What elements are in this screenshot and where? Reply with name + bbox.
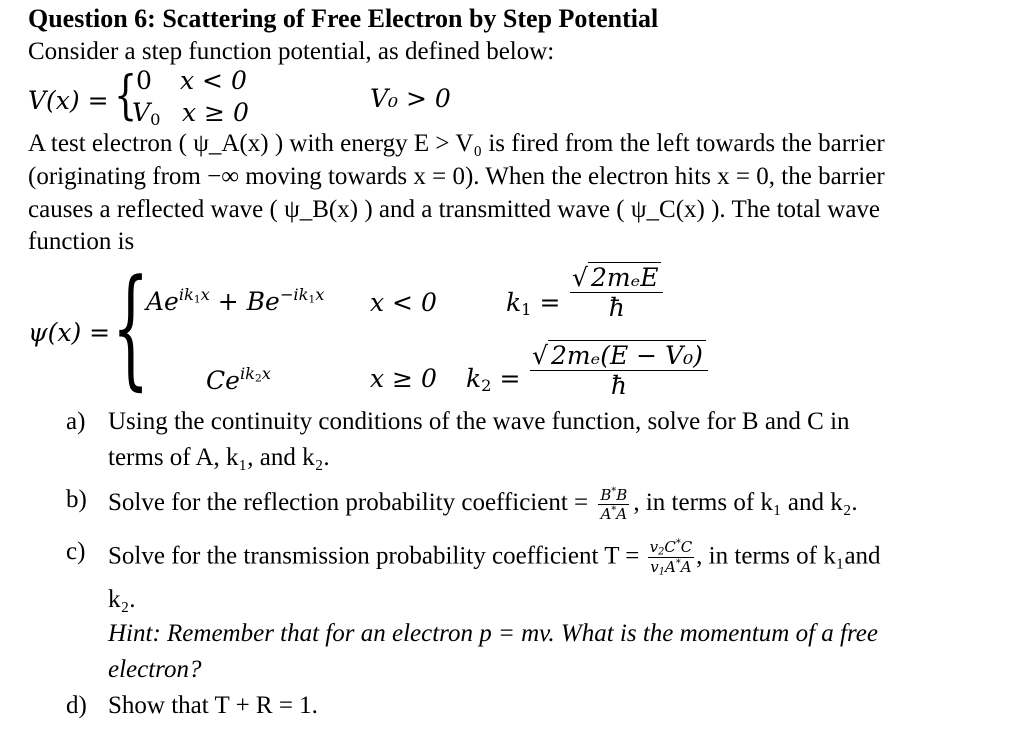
item-c-label: c) bbox=[66, 538, 86, 565]
potential-case2-condition: x ≥ 0 bbox=[182, 98, 249, 127]
wavefunction-case2-expression: $Ce^{ik_2x}$ bbox=[206, 364, 271, 395]
wavefunction-lhs: ψ(x) = bbox=[28, 318, 111, 347]
potential-case1-value: 0 bbox=[136, 66, 152, 95]
question-title: Question 6: Scattering of Free Electron by Step Potential bbox=[28, 4, 659, 33]
wavefunction-case1-condition: x < 0 bbox=[370, 288, 437, 317]
item-a-text-2: terms of A, k₁, and k₂. bbox=[108, 444, 330, 471]
transmission-fraction: $\frac{v2C^*C}{v1A^*A}$ bbox=[649, 538, 693, 578]
k1-fraction: √ 2mₑE ħ bbox=[570, 262, 663, 322]
potential-case2-value: $V_0$ bbox=[132, 98, 161, 130]
hint-line-2: electron? bbox=[108, 656, 202, 683]
k2-fraction: √ 2mₑ(E − V₀) ħ bbox=[530, 340, 708, 400]
item-a-label: a) bbox=[66, 408, 86, 435]
item-d-text: Show that T + R = 1. bbox=[108, 692, 318, 719]
paragraph-line-2: (originating from −∞ moving towards x = 0). When the electron hits x = 0, the barrier bbox=[28, 163, 885, 190]
item-d-label: d) bbox=[66, 692, 87, 719]
paragraph-line-1: A test electron ( ψ_A(x) ) with energy E > V₀ is fired from the left towards the barrier bbox=[28, 130, 885, 157]
k2-label: $k_2$ = bbox=[466, 364, 521, 396]
item-b-label: b) bbox=[66, 486, 87, 513]
wavefunction-case2-condition: x ≥ 0 bbox=[370, 364, 437, 393]
potential-case1-condition: x < 0 bbox=[180, 66, 247, 95]
item-c-text: Solve for the transmission probability coefficient T = $\frac{v2C^*C}{v1A^*A}$ , in terms of k₁and bbox=[108, 538, 881, 578]
paragraph-line-4: function is bbox=[28, 228, 135, 255]
wavefunction-brace: { bbox=[112, 251, 150, 403]
potential-lhs: V(x) = bbox=[28, 86, 109, 115]
potential-brace: { bbox=[114, 66, 138, 126]
paragraph-line-3: causes a reflected wave ( ψ_B(x) ) and a transmitted wave ( ψ_C(x) ). The total wave bbox=[28, 196, 881, 223]
item-b-text: Solve for the reflection probability coefficient = $\frac{B^*B}{A^*A}$ , in terms of k₁ and k₂. bbox=[108, 486, 858, 523]
reflection-fraction: $\frac{B^*B}{A^*A}$ bbox=[600, 486, 628, 523]
item-c-text-2: k₂. bbox=[108, 586, 136, 613]
wavefunction-case1-expression: $Ae^{ik_1x} + Be^{-ik_1x}$ bbox=[146, 285, 325, 316]
intro-text: Consider a step function potential, as defined below: bbox=[28, 38, 555, 65]
potential-condition: V₀ > 0 bbox=[370, 84, 451, 113]
k1-label: $k_1$ = bbox=[506, 288, 561, 320]
hint-line-1: Hint: Remember that for an electron p = mv. What is the momentum of a free bbox=[108, 620, 878, 647]
item-a-text: Using the continuity conditions of the wave function, solve for B and C in bbox=[108, 408, 850, 435]
